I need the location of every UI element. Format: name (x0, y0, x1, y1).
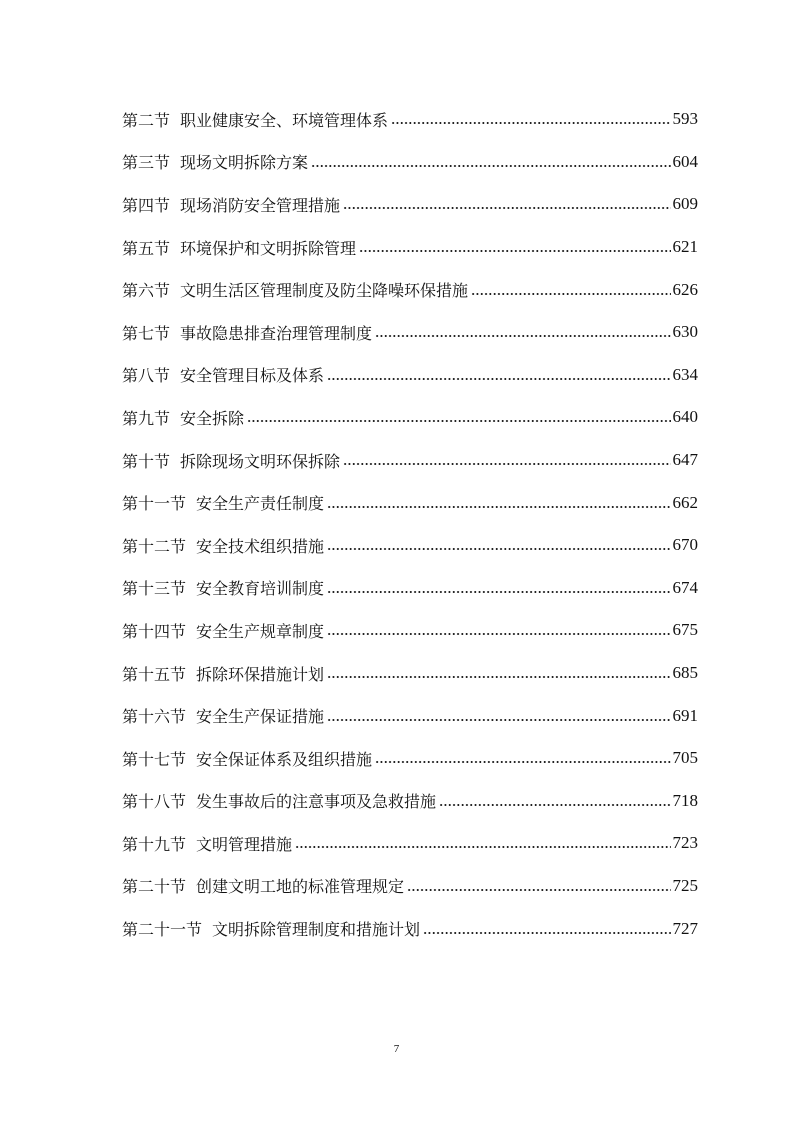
toc-entry[interactable] (122, 354, 698, 397)
toc-entry-page: 725 (672, 875, 698, 895)
toc-entry-page: 691 (672, 705, 698, 725)
toc-entry-title: 拆除环保措施计划 (196, 664, 325, 684)
toc-entry-number: 第二节 (122, 110, 171, 130)
toc-entry-number: 第九节 (122, 408, 171, 428)
dot-leader (327, 504, 670, 510)
toc-entry[interactable] (122, 396, 698, 439)
toc-entry-title: 安全技术组织措施 (196, 536, 325, 556)
dot-leader (471, 291, 670, 297)
toc-entry-number: 第六节 (122, 281, 171, 301)
toc-entry[interactable] (122, 567, 698, 610)
toc-entry-title: 环境保护和文明拆除管理 (180, 238, 357, 258)
toc-entry[interactable] (122, 183, 698, 226)
toc-entry-number: 第十三节 (122, 579, 187, 599)
dot-leader (327, 546, 670, 552)
toc-entry[interactable] (122, 226, 698, 269)
toc-entry-title: 现场消防安全管理措施 (180, 195, 341, 215)
toc-entry-page: 604 (672, 151, 698, 171)
toc-entry-title: 职业健康安全、环境管理体系 (180, 110, 389, 130)
table-of-contents (122, 98, 698, 950)
toc-entry-page: 670 (672, 535, 698, 555)
toc-entry-page: 727 (672, 918, 698, 938)
toc-entry-title: 安全生产规章制度 (196, 621, 325, 641)
toc-entry[interactable] (122, 609, 698, 652)
toc-entry[interactable] (122, 865, 698, 908)
toc-entry-number: 第十一节 (122, 494, 187, 514)
toc-entry[interactable] (122, 311, 698, 354)
toc-entry[interactable] (122, 141, 698, 184)
toc-entry-page: 626 (672, 279, 698, 299)
toc-entry[interactable] (122, 694, 698, 737)
toc-entry[interactable] (122, 439, 698, 482)
toc-entry-number: 第二十一节 (122, 920, 203, 940)
toc-entry-title: 文明拆除管理制度和措施计划 (212, 920, 421, 940)
toc-entry-title: 安全拆除 (180, 408, 245, 428)
dot-leader (359, 248, 670, 254)
toc-entry-number: 第四节 (122, 195, 171, 215)
toc-entry-title: 安全生产保证措施 (196, 707, 325, 727)
toc-entry-page: 621 (672, 237, 698, 257)
toc-entry-number: 第十七节 (122, 749, 187, 769)
toc-entry[interactable] (122, 268, 698, 311)
toc-entry-page: 723 (672, 833, 698, 853)
dot-leader (327, 589, 670, 595)
toc-entry-page: 685 (672, 663, 698, 683)
toc-entry-page: 675 (672, 620, 698, 640)
toc-entry-title: 安全保证体系及组织措施 (196, 749, 373, 769)
toc-entry-page: 630 (672, 322, 698, 342)
toc-entry-number: 第十八节 (122, 792, 187, 812)
dot-leader (423, 930, 670, 936)
toc-entry-number: 第二十节 (122, 877, 187, 897)
dot-leader (295, 844, 670, 850)
toc-entry-page: 634 (672, 364, 698, 384)
toc-entry-number: 第十四节 (122, 621, 187, 641)
toc-entry[interactable] (122, 780, 698, 823)
toc-entry-number: 第八节 (122, 366, 171, 386)
toc-entry-title: 创建文明工地的标准管理规定 (196, 877, 405, 897)
toc-entry-title: 安全生产责任制度 (196, 494, 325, 514)
dot-leader (375, 759, 670, 765)
toc-entry-number: 第十五节 (122, 664, 187, 684)
toc-entry-page: 674 (672, 577, 698, 597)
toc-entry-title: 文明生活区管理制度及防尘降噪环保措施 (180, 281, 469, 301)
dot-leader (327, 631, 670, 637)
toc-entry-number: 第十二节 (122, 536, 187, 556)
toc-entry-number: 第五节 (122, 238, 171, 258)
toc-entry[interactable] (122, 481, 698, 524)
dot-leader (375, 333, 670, 339)
dot-leader (311, 163, 670, 169)
toc-entry-number: 第十九节 (122, 834, 187, 854)
dot-leader (343, 461, 670, 467)
toc-entry-page: 647 (672, 450, 698, 470)
toc-entry-title: 拆除现场文明环保拆除 (180, 451, 341, 471)
toc-entry-title: 发生事故后的注意事项及急救措施 (196, 792, 437, 812)
toc-entry-title: 安全教育培训制度 (196, 579, 325, 599)
toc-entry-number: 第七节 (122, 323, 171, 343)
toc-entry-page: 593 (672, 109, 698, 129)
toc-entry[interactable] (122, 822, 698, 865)
dot-leader (391, 120, 670, 126)
dot-leader (327, 717, 670, 723)
dot-leader (247, 418, 670, 424)
toc-entry-page: 705 (672, 748, 698, 768)
toc-entry-number: 第十节 (122, 451, 171, 471)
toc-entry-number: 第十六节 (122, 707, 187, 727)
toc-entry-title: 安全管理目标及体系 (180, 366, 325, 386)
dot-leader (327, 376, 670, 382)
toc-entry[interactable] (122, 737, 698, 780)
toc-entry-title: 事故隐患排查治理管理制度 (180, 323, 373, 343)
page-number-footer: 7 (393, 1043, 400, 1055)
toc-entry-page: 609 (672, 194, 698, 214)
toc-entry[interactable] (122, 907, 698, 950)
toc-entry-page: 640 (672, 407, 698, 427)
dot-leader (343, 205, 670, 211)
dot-leader (407, 887, 670, 893)
toc-entry-page: 718 (672, 790, 698, 810)
dot-leader (327, 674, 670, 680)
toc-entry[interactable] (122, 524, 698, 567)
toc-entry[interactable] (122, 98, 698, 141)
toc-entry-title: 文明管理措施 (196, 834, 293, 854)
dot-leader (439, 802, 670, 808)
toc-entry-number: 第三节 (122, 153, 171, 173)
toc-entry[interactable] (122, 652, 698, 695)
toc-entry-title: 现场文明拆除方案 (180, 153, 309, 173)
toc-entry-page: 662 (672, 492, 698, 512)
